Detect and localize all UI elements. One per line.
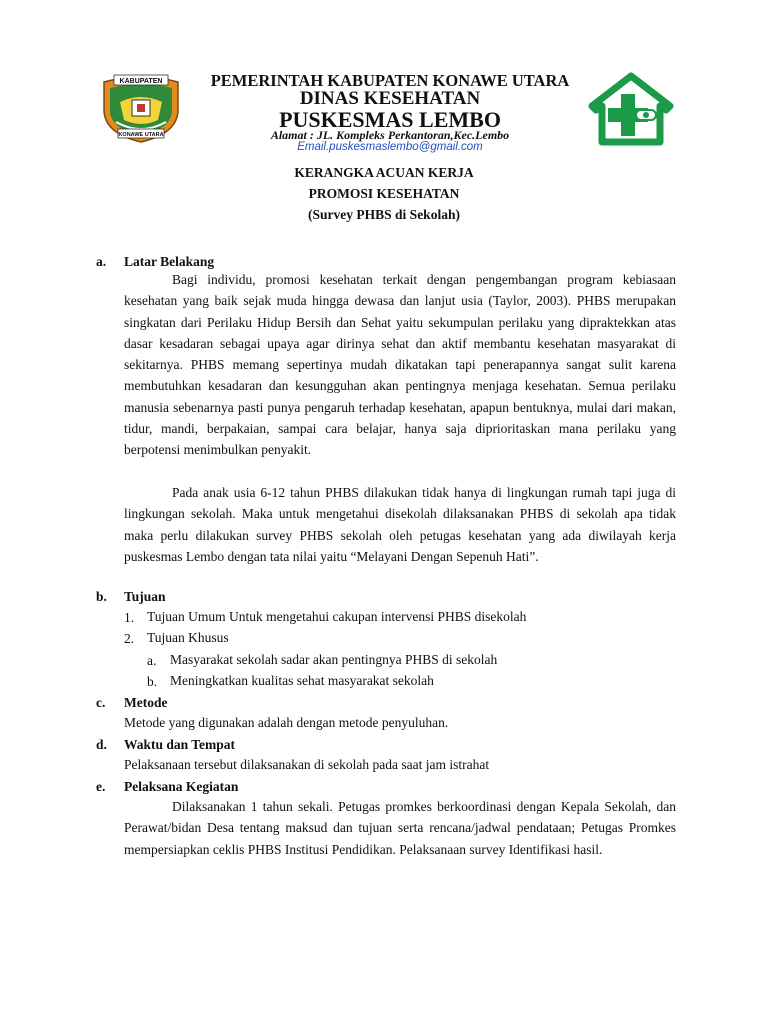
letterhead-email: Email.puskesmaslembo@gmail.com: [297, 141, 483, 153]
section-e-paragraph: Dilaksanakan 1 tahun sekali. Petugas promkes berkoordinasi dengan Kepala Sekolah, dan Perawat/bidan Desa tentang maksud dan tujuan serta rencana/jadwal pendataan; Petugas Promkes mempersiapkan ceklis PHBS Institusi Pendidikan. Pelaksanaan survey Identifikasi hasil.: [124, 799, 676, 857]
section-d-heading: Waktu dan Tempat: [124, 737, 236, 752]
section-a-paragraph-2: Pada anak usia 6-12 tahun PHBS dilakukan tidak hanya di lingkungan rumah tapi juga di lingkungan sekolah. Maka untuk mengetahui disekolah dilaksanakan PHBS di sekolah apa tidak maka perlu dilakukan survey PHBS sekolah oleh petugas kesehatan yang ada diwilayah kerja puskesmas Lembo dengan tata nilai yaitu “Melayani Dengan Sepenuh Hati”.: [124, 485, 676, 564]
tujuan-item-1: Tujuan Umum Untuk mengetahui cakupan intervensi PHBS disekolah: [147, 609, 527, 624]
letterhead-line-2: DINAS KESEHATAN: [299, 88, 481, 109]
section-c-text: Metode yang digunakan adalah dengan metode penyuluhan.: [124, 715, 449, 730]
crest-bottom-label: KONAWE UTARA: [118, 132, 164, 138]
document-subtitle: PROMOSI KESEHATAN: [308, 186, 460, 201]
section-b-heading: Tujuan: [124, 589, 166, 604]
section-e-letter: e.: [96, 779, 106, 794]
section-e-heading: Pelaksana Kegiatan: [124, 779, 239, 794]
tujuan-item-1-number: 1.: [124, 610, 135, 625]
section-a-heading: Latar Belakang: [124, 254, 215, 269]
tujuan-sub-a-letter: a.: [147, 653, 157, 668]
section-a-letter: a.: [96, 254, 107, 269]
tujuan-sub-b: Meningkatkan kualitas sehat masyarakat sekolah: [170, 673, 434, 688]
tujuan-item-2-number: 2.: [124, 631, 135, 646]
section-b-letter: b.: [96, 589, 107, 604]
letterhead-line-1: PEMERINTAH KABUPATEN KONAWE UTARA: [210, 71, 570, 90]
section-d-text: Pelaksanaan tersebut dilaksanakan di sekolah pada saat jam istrahat: [124, 757, 490, 772]
section-d-letter: d.: [96, 737, 107, 752]
document-title: KERANGKA ACUAN KERJA: [294, 165, 474, 180]
crest-top-label: KABUPATEN: [119, 78, 163, 85]
tujuan-sub-b-letter: b.: [147, 674, 158, 689]
puskesmas-logo-icon: [588, 72, 674, 148]
tujuan-sub-a: Masyarakat sekolah sadar akan pentingnya PHBS di sekolah: [170, 652, 498, 667]
document-subtitle-detail: (Survey PHBS di Sekolah): [308, 207, 460, 222]
letterhead-address: Alamat : JL. Kompleks Perkantoran,Kec.Lembo: [270, 128, 510, 142]
kabupaten-crest-icon: [98, 72, 184, 144]
section-a-paragraph-1: Bagi individu, promosi kesehatan terkait dengan pengembangan program kebiasaan kesehatan yang baik sejak muda hingga dewasa dan lanjut usia (Taylor, 2003). PHBS merupakan singkatan dari Perilaku Hidup Bersih dan Sehat yaitu sekumpulan perilaku yang dipraktekkan atas dasar kesadaran sebagai upaya agar dirinya sehat dan aktif membantu kesehatan masyarakat di sekitarnya. PHBS memang sepertinya mudah dikatakan tapi penerapannya sangat sulit karena membutuhkan kesadaran dan kesungguhan akan pentingnya menjaga kesehatan. Semua perilaku manusia sebenarnya pasti punya pengaruh terhadap kesehatan, apapun bentuknya, mulai dari makan, tidur, mandi, berpakaian, sampai cara belajar, hanya saja diprioritaskan mana perilaku yang berpotensi menimbulkan penyakit.: [124, 272, 676, 458]
section-c-letter: c.: [96, 695, 106, 710]
tujuan-item-2: Tujuan Khusus: [147, 630, 229, 645]
letterhead-line-3: PUSKESMAS LEMBO: [279, 107, 501, 132]
section-c-heading: Metode: [124, 695, 168, 710]
